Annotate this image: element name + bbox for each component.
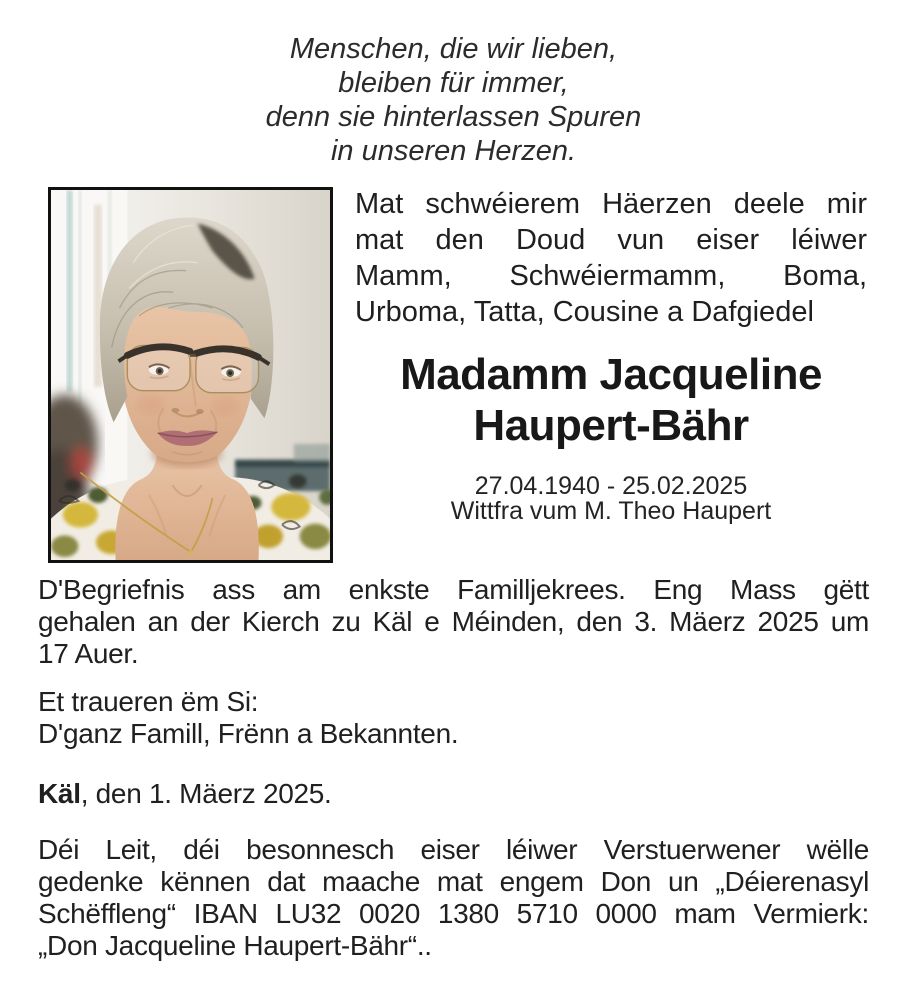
funeral-line: D'Begriefnis ass am enkste Familljekrees. Eng Mass gëtt (38, 574, 869, 605)
funeral-line: gehalen an der Kierch zu Käl e Méinden, den 3. Mäerz 2025 um (38, 606, 869, 637)
mourners-paragraph (38, 686, 869, 750)
dateline (38, 778, 869, 810)
epigraph-line: in unseren Herzen. (330, 135, 577, 167)
intro-line: Mat schwéierem Häerzen deele mir (355, 188, 867, 220)
intro-line: Urboma, Tatta, Cousine a Dafgiedel (355, 296, 814, 328)
donation-paragraph (38, 834, 869, 962)
funeral-paragraph (38, 574, 869, 670)
dateline-place: Käl (38, 778, 81, 809)
intro-paragraph (355, 186, 867, 330)
epigraph-line: bleiben für immer, (338, 67, 569, 99)
life-dates: 27.04.1940 - 25.02.2025 (474, 472, 748, 500)
epigraph-line: denn sie hinterlassen Spuren (265, 101, 642, 133)
funeral-line: 17 Auer. (38, 638, 139, 669)
donation-line: gedenke kënnen dat maache mat engem Don un „Déierenasyl (38, 866, 869, 897)
intro-line: mat den Doud vun eiser léiwer (355, 224, 867, 256)
deceased-name-line: Madamm Jacqueline (400, 350, 822, 399)
intro-line: Mamm, Schwéiermamm, Boma, (355, 260, 867, 292)
mourners-line: Et traueren ëm Si: (38, 686, 259, 717)
life-dates-block (355, 474, 867, 524)
epigraph-verse (0, 32, 907, 168)
mourners-line: D'ganz Famill, Frënn a Bekannten. (38, 718, 459, 749)
donation-line: Schëffleng“ IBAN LU32 0020 1380 5710 0000 mam Vermierk: (38, 898, 869, 929)
deceased-name (355, 349, 867, 451)
donation-line: Déi Leit, déi besonnesch eiser léiwer Verstuerwener wëlle (38, 834, 869, 865)
portrait-photo (48, 187, 333, 563)
widow-of: Wittfra vum M. Theo Haupert (450, 497, 772, 525)
portrait-photo-illustration (51, 190, 330, 560)
donation-line: „Don Jacqueline Haupert-Bähr“.. (38, 930, 432, 961)
epigraph-line: Menschen, die wir lieben, (289, 33, 618, 65)
dateline-rest: , den 1. Mäerz 2025. (80, 778, 332, 809)
deceased-name-line: Haupert-Bähr (473, 401, 749, 450)
